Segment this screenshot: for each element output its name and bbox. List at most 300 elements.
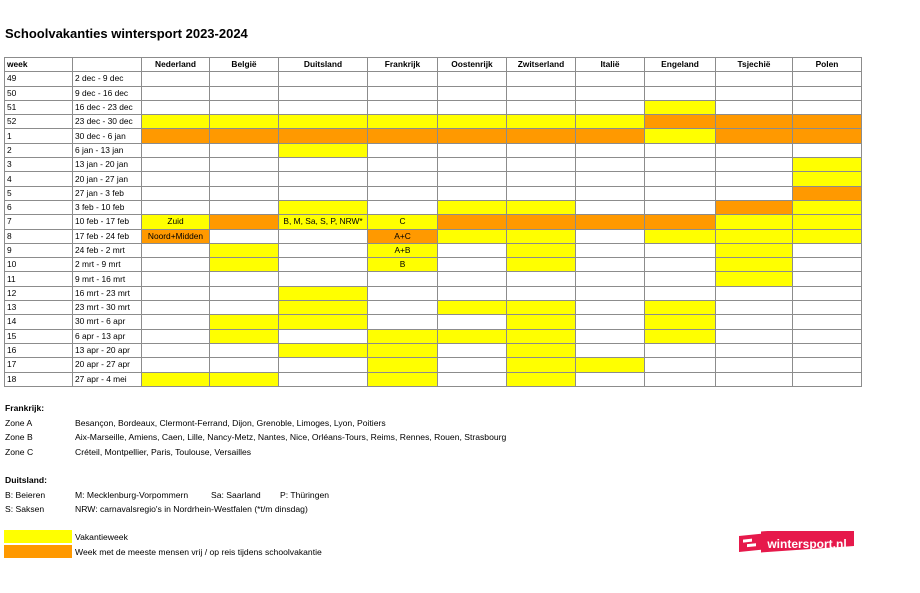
cell-italie [576,215,645,229]
week-number: 3 [5,158,73,172]
cell-oostenrijk [438,186,507,200]
cell-italie [576,200,645,214]
cell-nederland: Noord+Midden [142,229,210,243]
cell-engeland [645,143,716,157]
cell-zwitserland [507,100,576,114]
header-zwitserland: Zwitserland [507,58,576,72]
cell-engeland [645,129,716,143]
cell-zwitserland [507,115,576,129]
cell-italie [576,143,645,157]
week-number: 16 [5,343,73,357]
cell-italie [576,186,645,200]
cell-zwitserland [507,129,576,143]
table-row [5,343,862,357]
cell-polen [793,358,862,372]
cell-italie [576,229,645,243]
cell-nederland [142,372,210,386]
cell-italie [576,358,645,372]
vacation-table [4,57,862,387]
cell-nederland [142,72,210,86]
cell-nederland [142,129,210,143]
table-row [5,258,862,272]
logo-text: wintersport.nl [767,537,847,551]
cell-zwitserland [507,186,576,200]
cell-polen [793,243,862,257]
week-dates: 30 mrt - 6 apr [73,315,142,329]
cell-zwitserland [507,329,576,343]
cell-engeland [645,343,716,357]
cell-engeland [645,186,716,200]
week-number: 12 [5,286,73,300]
week-dates: 20 apr - 27 apr [73,358,142,372]
cell-engeland [645,243,716,257]
table-row [5,86,862,100]
week-number: 17 [5,358,73,372]
cell-nederland [142,243,210,257]
cell-oostenrijk [438,158,507,172]
page-title: Schoolvakanties wintersport 2023-2024 [5,26,248,41]
week-number: 4 [5,172,73,186]
zone-c-cities: Créteil, Montpellier, Paris, Toulouse, Versailles [75,447,252,457]
table-row [5,301,862,315]
cell-oostenrijk [438,100,507,114]
cell-nederland [142,329,210,343]
cell-engeland [645,329,716,343]
cell-nederland [142,172,210,186]
cell-tsjechie [716,115,793,129]
week-dates: 16 dec - 23 dec [73,100,142,114]
cell-belgie [210,243,279,257]
cell-belgie [210,301,279,315]
week-dates: 13 jan - 20 jan [73,158,142,172]
cell-frankrijk [368,115,438,129]
cell-duitsland [279,301,368,315]
table-row [5,243,862,257]
cell-oostenrijk [438,86,507,100]
cell-engeland [645,72,716,86]
week-dates: 6 jan - 13 jan [73,143,142,157]
cell-zwitserland [507,72,576,86]
cell-polen [793,343,862,357]
week-number: 51 [5,100,73,114]
cell-polen [793,286,862,300]
week-number: 49 [5,72,73,86]
cell-oostenrijk [438,229,507,243]
frankrijk-heading: Frankrijk: [5,403,45,413]
cell-duitsland [279,258,368,272]
header-dates [73,58,142,72]
cell-duitsland [279,72,368,86]
header-frankrijk: Frankrijk [368,58,438,72]
cell-frankrijk [368,158,438,172]
cell-polen [793,115,862,129]
cell-engeland [645,372,716,386]
table-row [5,200,862,214]
cell-belgie [210,215,279,229]
table-row [5,286,862,300]
cell-italie [576,301,645,315]
week-number: 5 [5,186,73,200]
cell-tsjechie [716,358,793,372]
cell-engeland [645,229,716,243]
cell-polen [793,72,862,86]
cell-zwitserland [507,272,576,286]
header-italie: Italië [576,58,645,72]
cell-zwitserland [507,143,576,157]
cell-frankrijk [368,129,438,143]
cell-zwitserland [507,372,576,386]
duitsland-sa: Sa: Saarland [211,490,261,500]
cell-tsjechie [716,301,793,315]
cell-tsjechie [716,343,793,357]
cell-tsjechie [716,272,793,286]
cell-tsjechie [716,258,793,272]
week-dates: 17 feb - 24 feb [73,229,142,243]
header-duitsland: Duitsland [279,58,368,72]
cell-tsjechie [716,158,793,172]
table-row [5,129,862,143]
cell-belgie [210,172,279,186]
cell-oostenrijk [438,372,507,386]
cell-polen [793,100,862,114]
logo-mark-icon [739,534,761,552]
cell-duitsland [279,200,368,214]
week-dates: 24 feb - 2 mrt [73,243,142,257]
cell-oostenrijk [438,343,507,357]
cell-belgie [210,229,279,243]
cell-italie [576,258,645,272]
cell-oostenrijk [438,258,507,272]
cell-engeland [645,301,716,315]
cell-engeland [645,258,716,272]
week-number: 14 [5,315,73,329]
week-number: 13 [5,301,73,315]
cell-italie [576,172,645,186]
zone-a-cities: Besançon, Bordeaux, Clermont-Ferrand, Dijon, Grenoble, Limoges, Lyon, Poitiers [75,418,386,428]
week-dates: 9 mrt - 16 mrt [73,272,142,286]
table-row [5,72,862,86]
cell-frankrijk [368,372,438,386]
cell-tsjechie [716,315,793,329]
cell-nederland [142,200,210,214]
cell-nederland [142,358,210,372]
cell-duitsland [279,229,368,243]
header-row [5,58,862,72]
cell-belgie [210,258,279,272]
cell-oostenrijk [438,329,507,343]
table-row [5,115,862,129]
cell-oostenrijk [438,301,507,315]
cell-polen [793,143,862,157]
cell-tsjechie [716,129,793,143]
table-row [5,158,862,172]
cell-tsjechie [716,186,793,200]
cell-polen [793,186,862,200]
cell-frankrijk [368,143,438,157]
cell-engeland [645,272,716,286]
header-engeland: Engeland [645,58,716,72]
cell-frankrijk [368,272,438,286]
cell-oostenrijk [438,129,507,143]
cell-polen [793,372,862,386]
week-number: 2 [5,143,73,157]
cell-polen [793,315,862,329]
cell-italie [576,272,645,286]
cell-frankrijk [368,186,438,200]
cell-tsjechie [716,172,793,186]
header-nederland: Nederland [142,58,210,72]
cell-italie [576,329,645,343]
legend-yellow-label: Vakantieweek [75,532,128,542]
week-number: 52 [5,115,73,129]
cell-zwitserland [507,172,576,186]
cell-zwitserland [507,243,576,257]
zone-b-cities: Aix-Marseille, Amiens, Caen, Lille, Nancy-Metz, Nantes, Nice, Orléans-Tours, Reims, Rennes, Rouen, Strasbourg [75,432,507,442]
cell-engeland [645,215,716,229]
week-number: 1 [5,129,73,143]
cell-frankrijk [368,343,438,357]
cell-belgie [210,115,279,129]
cell-belgie [210,343,279,357]
cell-belgie [210,329,279,343]
cell-polen [793,172,862,186]
week-number: 6 [5,200,73,214]
cell-duitsland [279,186,368,200]
cell-polen [793,215,862,229]
header-polen: Polen [793,58,862,72]
week-number: 18 [5,372,73,386]
cell-tsjechie [716,100,793,114]
cell-belgie [210,372,279,386]
cell-oostenrijk [438,272,507,286]
cell-duitsland [279,272,368,286]
wintersport-logo[interactable] [739,531,854,556]
cell-tsjechie [716,215,793,229]
week-dates: 27 apr - 4 mei [73,372,142,386]
duitsland-b: B: Beieren [5,490,46,500]
cell-engeland [645,172,716,186]
cell-frankrijk [368,301,438,315]
cell-duitsland [279,315,368,329]
cell-tsjechie [716,286,793,300]
legend-orange-label: Week met de meeste mensen vrij / op reis tijdens schoolvakantie [75,547,322,557]
cell-frankrijk: B [368,258,438,272]
cell-duitsland [279,129,368,143]
cell-oostenrijk [438,143,507,157]
cell-belgie [210,286,279,300]
cell-polen [793,200,862,214]
cell-polen [793,272,862,286]
cell-zwitserland [507,158,576,172]
cell-engeland [645,315,716,329]
header-belgie: België [210,58,279,72]
cell-oostenrijk [438,358,507,372]
week-dates: 30 dec - 6 jan [73,129,142,143]
cell-polen [793,329,862,343]
week-dates: 27 jan - 3 feb [73,186,142,200]
cell-belgie [210,200,279,214]
legend-orange-swatch [4,545,72,558]
cell-engeland [645,358,716,372]
cell-duitsland [279,158,368,172]
cell-belgie [210,358,279,372]
cell-tsjechie [716,86,793,100]
table-row [5,100,862,114]
cell-duitsland [279,372,368,386]
week-number: 50 [5,86,73,100]
zone-c-label: Zone C [5,447,34,457]
cell-zwitserland [507,229,576,243]
cell-belgie [210,186,279,200]
cell-tsjechie [716,372,793,386]
cell-belgie [210,315,279,329]
cell-engeland [645,100,716,114]
cell-belgie [210,129,279,143]
cell-nederland: Zuid [142,215,210,229]
cell-duitsland [279,358,368,372]
cell-frankrijk [368,100,438,114]
cell-zwitserland [507,315,576,329]
cell-nederland [142,272,210,286]
cell-belgie [210,100,279,114]
table-row [5,372,862,386]
cell-polen [793,258,862,272]
cell-frankrijk [368,286,438,300]
cell-nederland [142,301,210,315]
table-row [5,358,862,372]
cell-nederland [142,315,210,329]
week-number: 7 [5,215,73,229]
cell-zwitserland [507,215,576,229]
cell-belgie [210,272,279,286]
cell-italie [576,286,645,300]
cell-italie [576,372,645,386]
duitsland-nrw: NRW: carnavalsregio's in Nordrhein-Westfalen (*t/m dinsdag) [75,504,308,514]
week-dates: 2 dec - 9 dec [73,72,142,86]
table-row [5,172,862,186]
week-dates: 10 feb - 17 feb [73,215,142,229]
table-row [5,315,862,329]
cell-zwitserland [507,258,576,272]
cell-polen [793,301,862,315]
cell-frankrijk [368,315,438,329]
cell-tsjechie [716,72,793,86]
table-row [5,272,862,286]
cell-duitsland [279,329,368,343]
cell-italie [576,72,645,86]
duitsland-heading: Duitsland: [5,475,48,485]
cell-duitsland: B, M, Sa, S, P, NRW* [279,215,368,229]
cell-oostenrijk [438,315,507,329]
cell-frankrijk [368,72,438,86]
duitsland-s: S: Saksen [5,504,45,514]
duitsland-m: M: Mecklenburg-Vorpommern [75,490,189,500]
cell-oostenrijk [438,215,507,229]
cell-duitsland [279,100,368,114]
cell-duitsland [279,143,368,157]
cell-zwitserland [507,86,576,100]
week-number: 11 [5,272,73,286]
cell-duitsland [279,86,368,100]
week-dates: 16 mrt - 23 mrt [73,286,142,300]
cell-zwitserland [507,301,576,315]
table-row [5,215,862,229]
cell-duitsland [279,172,368,186]
cell-oostenrijk [438,72,507,86]
week-dates: 23 dec - 30 dec [73,115,142,129]
cell-oostenrijk [438,172,507,186]
cell-italie [576,86,645,100]
cell-duitsland [279,115,368,129]
cell-nederland [142,143,210,157]
cell-zwitserland [507,200,576,214]
cell-polen [793,229,862,243]
legend-yellow-swatch [4,530,72,543]
week-number: 15 [5,329,73,343]
cell-polen [793,158,862,172]
cell-oostenrijk [438,115,507,129]
cell-oostenrijk [438,286,507,300]
cell-italie [576,343,645,357]
cell-frankrijk: C [368,215,438,229]
cell-italie [576,100,645,114]
cell-duitsland [279,286,368,300]
table-row [5,186,862,200]
cell-tsjechie [716,229,793,243]
cell-frankrijk: A+C [368,229,438,243]
cell-italie [576,315,645,329]
cell-frankrijk [368,329,438,343]
cell-engeland [645,158,716,172]
cell-tsjechie [716,143,793,157]
week-dates: 2 mrt - 9 mrt [73,258,142,272]
week-number: 8 [5,229,73,243]
table-row [5,143,862,157]
cell-italie [576,129,645,143]
header-oostenrijk: Oostenrijk [438,58,507,72]
cell-frankrijk: A+B [368,243,438,257]
cell-belgie [210,143,279,157]
week-dates: 13 apr - 20 apr [73,343,142,357]
cell-tsjechie [716,200,793,214]
cell-frankrijk [368,86,438,100]
cell-engeland [645,286,716,300]
zone-a-label: Zone A [5,418,33,428]
cell-belgie [210,158,279,172]
cell-engeland [645,200,716,214]
cell-nederland [142,286,210,300]
duitsland-p: P: Thüringen [280,490,330,500]
cell-polen [793,129,862,143]
cell-engeland [645,115,716,129]
cell-italie [576,243,645,257]
week-dates: 23 mrt - 30 mrt [73,301,142,315]
cell-italie [576,158,645,172]
cell-zwitserland [507,343,576,357]
header-week: week [5,58,73,72]
table-row [5,329,862,343]
cell-nederland [142,158,210,172]
cell-frankrijk [368,200,438,214]
week-dates: 9 dec - 16 dec [73,86,142,100]
cell-nederland [142,100,210,114]
cell-tsjechie [716,243,793,257]
cell-duitsland [279,243,368,257]
cell-oostenrijk [438,243,507,257]
cell-nederland [142,86,210,100]
cell-duitsland [279,343,368,357]
cell-frankrijk [368,172,438,186]
